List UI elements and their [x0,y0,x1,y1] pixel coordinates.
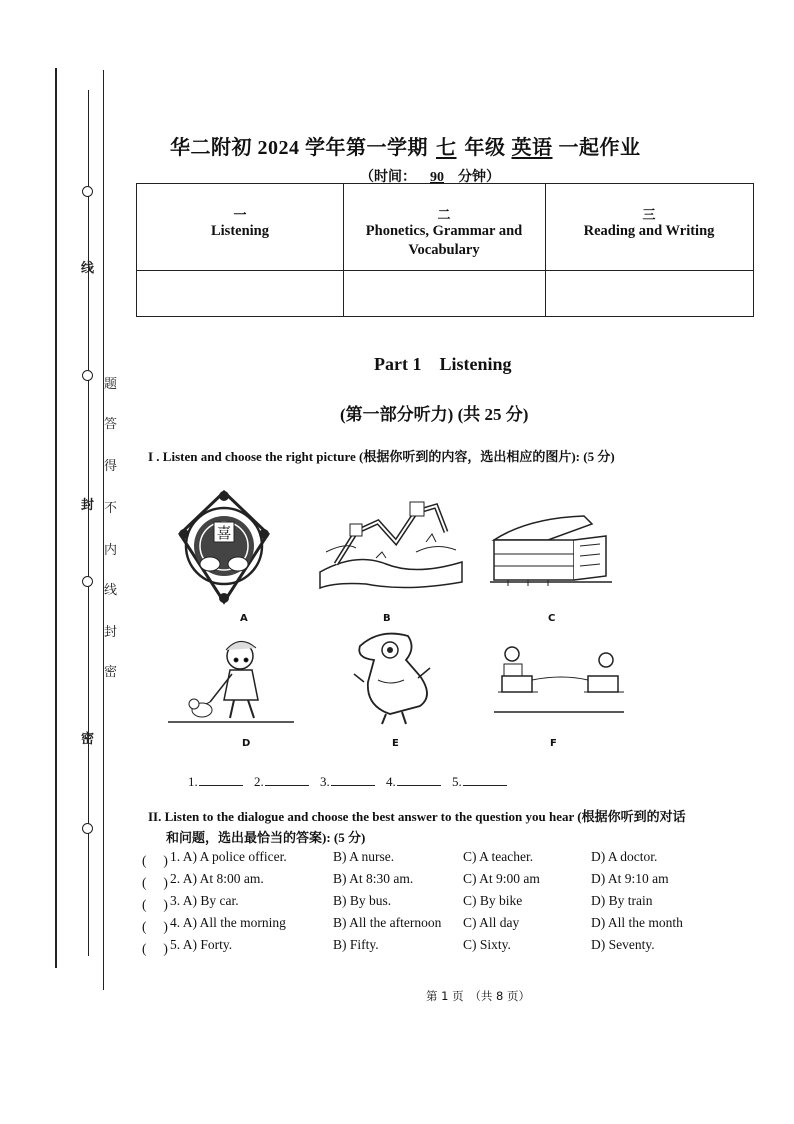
picture-label-f: F [550,738,557,749]
answer-bracket[interactable]: ( ) [142,941,168,956]
answer-blanks: 1. 2. 3. 4. 5. [188,773,515,790]
binding-hole [82,823,93,834]
picture-label-a: A [240,613,248,624]
exam-time: （时间： 90 分钟） [360,170,500,185]
svg-text:喜: 喜 [216,524,232,542]
binding-hole [82,186,93,197]
answer-blank-2[interactable] [265,773,309,786]
section-1-heading: I . Listen and choose the right picture (根据你听到的内容，选出相应的图片): (5 分) [148,449,615,464]
part-title: Part 1 Listening [374,354,512,374]
score-cell-grammar[interactable] [344,271,545,317]
score-header-reading: 三 Reading and Writing [583,207,715,239]
score-header-grammar: 二 Phonetics, Grammar and Vocabulary [365,207,523,258]
answer-blank-1[interactable] [199,773,243,786]
telephone-conversation-icon [492,640,626,720]
score-cell-reading[interactable] [546,271,753,317]
binding-hole [82,576,93,587]
score-cell-listening[interactable] [137,271,343,317]
binding-char: 封 [81,498,95,513]
great-wall-icon [316,492,466,592]
title-suffix: 一起作业 [558,137,641,159]
picture-label-c: C [548,613,556,624]
answer-blank-4[interactable] [397,773,441,786]
answer-bracket[interactable]: ( ) [142,897,168,912]
binding-line-outer [55,68,57,968]
section-2-heading-line2: 和问题，选出最恰当的答案): (5 分) [166,830,366,845]
girl-walking-dog-icon [166,630,296,730]
binding-char: 密 [104,665,118,680]
binding-char: 内 [104,543,118,558]
seal-emblem-icon [172,488,276,608]
grade-value: 七 [436,137,457,159]
exam-title [170,131,641,160]
binding-char: 线 [81,261,95,276]
picture-label-d: D [242,738,251,749]
answer-blank-3[interactable] [331,773,375,786]
picture-label-b: B [383,613,391,624]
page-footer: 第 1 页 （共 8 页） [426,989,531,1003]
score-header-listening: 一 Listening [210,207,269,239]
answer-blank-5[interactable] [463,773,507,786]
subject-value: 英语 [511,137,553,159]
binding-hole [82,370,93,381]
section-2-heading-line1: II. Listen to the dialogue and choose the best answer to the question you hear (根据你听到的对话 [148,809,686,824]
binding-char: 不 [104,501,118,516]
time-value: 90 [430,170,444,185]
answer-bracket[interactable]: ( ) [142,875,168,890]
modern-building-icon [488,510,614,590]
picture-label-e: E [392,738,399,749]
binding-char: 题 [104,377,118,392]
binding-char: 线 [104,583,118,598]
answer-bracket[interactable]: ( ) [142,919,168,934]
grade-suffix: 年级 [464,137,506,159]
binding-char: 得 [104,459,118,474]
answer-bracket[interactable]: ( ) [142,853,168,868]
binding-char: 封 [104,625,118,640]
mascot-icon [350,626,440,726]
binding-char: 密 [81,732,95,747]
binding-line-inner [103,70,104,990]
title-prefix: 华二附初 2024 学年第一学期 [170,137,428,159]
score-table [136,183,754,317]
part-subtitle: (第一部分听力) (共 25 分) [340,405,529,424]
binding-char: 答 [104,417,118,432]
